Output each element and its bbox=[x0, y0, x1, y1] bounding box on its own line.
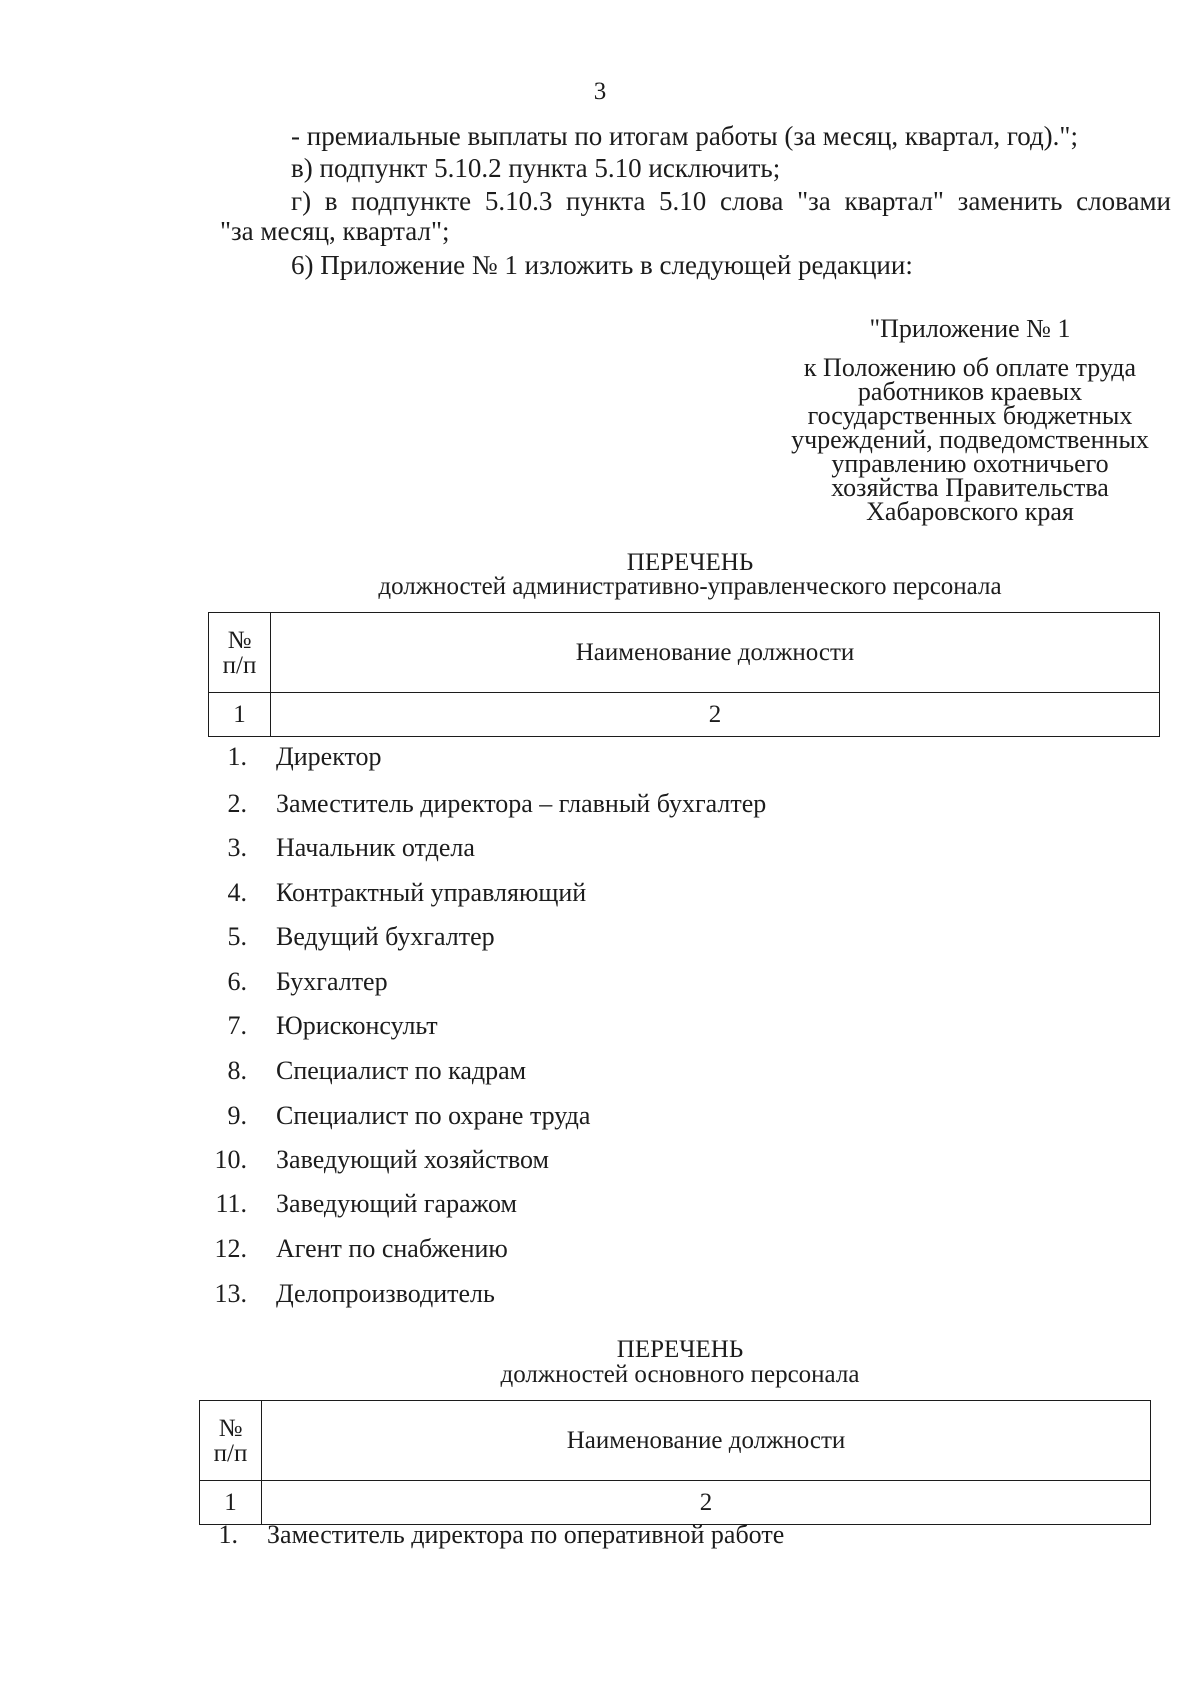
list-item-number: 12. bbox=[214, 1234, 247, 1263]
list-item-text: Специалист по кадрам bbox=[276, 1056, 527, 1085]
paragraph-item-6: 6) Приложение № 1 изложить в следующей редакции: bbox=[291, 250, 913, 280]
paragraph-subitem-v: в) подпункт 5.10.2 пункта 5.10 исключить; bbox=[291, 153, 781, 183]
list-item-number: 1. bbox=[227, 742, 247, 771]
list-item-number: 1. bbox=[218, 1520, 238, 1549]
header-number-line2: п/п bbox=[222, 651, 257, 679]
list-item-text: Агент по снабжению bbox=[276, 1234, 508, 1263]
header-number-line2: п/п bbox=[213, 1439, 248, 1467]
list-title-admin: ПЕРЕЧЕНЬ bbox=[626, 549, 754, 576]
list-item-text: Заместитель директора – главный бухгалтер bbox=[276, 789, 767, 818]
appendix-line: хозяйства Правительства bbox=[831, 473, 1109, 502]
list-item-text: Юрисконсульт bbox=[276, 1011, 438, 1040]
appendix-line: к Положению об оплате труда bbox=[803, 353, 1137, 382]
table-index-1: 1 bbox=[209, 693, 271, 737]
table-index-1: 1 bbox=[200, 1481, 262, 1525]
appendix-line: управлению охотничьего bbox=[831, 449, 1109, 478]
table-index-2: 2 bbox=[271, 693, 1160, 737]
paragraph-bonus-payments: - премиальные выплаты по итогам работы (за месяц, квартал, год)."; bbox=[291, 121, 1078, 151]
header-number-line1: № bbox=[218, 1414, 243, 1442]
list-item-text: Заведующий гаражом bbox=[276, 1189, 517, 1218]
paragraph-subitem-g-continued: "за месяц, квартал"; bbox=[220, 216, 450, 246]
list-item-number: 7. bbox=[227, 1011, 247, 1040]
table-index-2: 2 bbox=[262, 1481, 1151, 1525]
appendix-title: "Приложение № 1 bbox=[869, 314, 1071, 343]
list-item-number: 5. bbox=[227, 922, 247, 951]
list-item-number: 6. bbox=[227, 967, 247, 996]
list-item-text: Заведующий хозяйством bbox=[276, 1145, 549, 1174]
list-item-number: 4. bbox=[227, 878, 247, 907]
paragraph-subitem-g: г) в подпункте 5.10.3 пункта 5.10 слова "за квартал" заменить словами bbox=[291, 186, 1171, 216]
appendix-line: работников краевых bbox=[857, 377, 1083, 406]
list-item-number: 9. bbox=[227, 1101, 247, 1130]
list-item-text: Контрактный управляющий bbox=[276, 878, 587, 907]
list-item-text: Специалист по охране труда bbox=[276, 1101, 591, 1130]
list-subtitle-admin: должностей административно-управленческого персонала bbox=[378, 573, 1002, 600]
list-subtitle-main: должностей основного персонала bbox=[500, 1361, 860, 1388]
appendix-line: Хабаровского края bbox=[866, 497, 1074, 526]
list-item-text: Заместитель директора по оперативной работе bbox=[267, 1520, 785, 1549]
list-item-text: Делопроизводитель bbox=[276, 1279, 495, 1308]
list-item-text: Директор bbox=[276, 742, 382, 771]
table-header-number bbox=[209, 613, 271, 693]
page-number: 3 bbox=[593, 78, 607, 105]
list-item-number: 2. bbox=[227, 789, 247, 818]
table-header-number bbox=[200, 1401, 262, 1481]
list-item-text: Ведущий бухгалтер bbox=[276, 922, 495, 951]
positions-table-admin bbox=[208, 612, 1160, 737]
list-item-number: 11. bbox=[215, 1189, 247, 1218]
appendix-line: государственных бюджетных bbox=[807, 401, 1133, 430]
list-item-number: 8. bbox=[227, 1056, 247, 1085]
table-header-position-name: Наименование должности bbox=[271, 613, 1160, 693]
list-item-number: 3. bbox=[227, 833, 247, 862]
table-header-position-name: Наименование должности bbox=[262, 1401, 1151, 1481]
list-item-number: 10. bbox=[214, 1145, 247, 1174]
list-item-text: Начальник отдела bbox=[276, 833, 475, 862]
header-number-line1: № bbox=[227, 626, 252, 654]
list-item-text: Бухгалтер bbox=[276, 967, 388, 996]
list-item-number: 13. bbox=[214, 1279, 247, 1308]
positions-table-main bbox=[199, 1400, 1151, 1525]
list-title-main: ПЕРЕЧЕНЬ bbox=[616, 1336, 744, 1363]
appendix-line: учреждений, подведомственных bbox=[791, 425, 1149, 454]
